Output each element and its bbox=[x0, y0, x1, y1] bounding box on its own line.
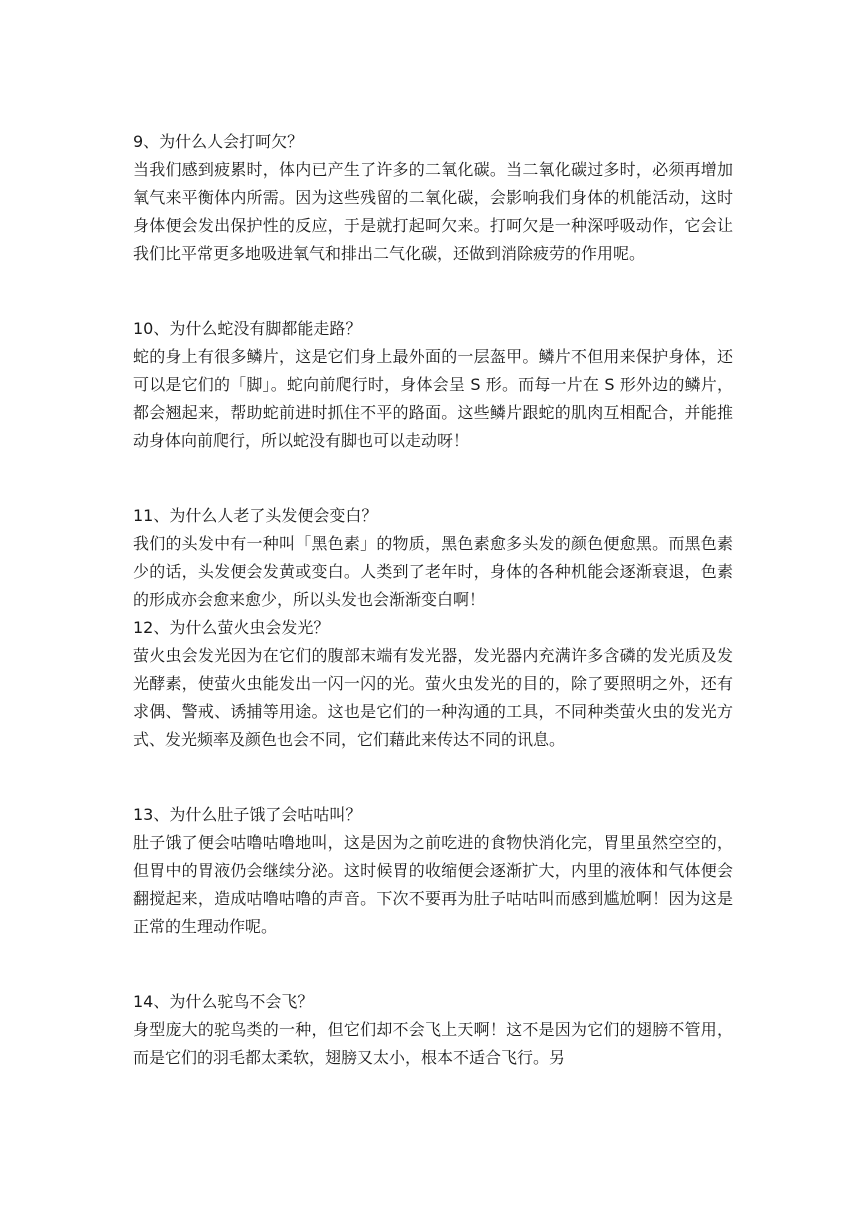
question-title: 10、为什么蛇没有脚都能走路？ bbox=[133, 319, 362, 338]
question-title: 13、为什么肚子饿了会咕咕叫？ bbox=[133, 805, 362, 824]
question-title: 11、为什么人老了头发便会变白？ bbox=[133, 506, 378, 525]
section-spacer bbox=[133, 941, 733, 988]
qa-section-11 bbox=[133, 502, 733, 614]
answer-text: 蛇的身上有很多鳞片，这是它们身上最外面的一层盔甲。鳞片不但用来保护身体，还可以是它们的「脚」。蛇向前爬行时，身体会呈 S 形。而每一片在 S 形外边的鳞片，都会翘起来，帮助蛇前进时抓住不平的路面。这些鳞片跟蛇的肌肉互相配合，并能推动身体向前爬行，所以蛇没有脚也可以走动呀！ bbox=[133, 347, 733, 450]
answer-text: 萤火虫会发光因为在它们的腹部末端有发光器，发光器内充满许多含磷的发光质及发光酵素，使萤火虫能发出一闪一闪的光。萤火虫发光的目的，除了要照明之外，还有求偶、警戒、诱捕等用途。这也是它们的一种沟通的工具，不同种类萤火虫的发光方式、发光频率及颜色也会不同，它们藉此来传达不同的讯息。 bbox=[133, 646, 733, 749]
answer-text: 当我们感到疲累时，体内已产生了许多的二氧化碳。当二氧化碳过多时，必须再增加氧气来平衡体内所需。因为这些残留的二氧化碳，会影响我们身体的机能活动，这时身体便会发出保护性的反应，于是就打起呵欠来。打呵欠是一种深呼吸动作，它会让我们比平常更多地吸进氧气和排出二气化碳，还做到消除疲劳的作用呢。 bbox=[133, 160, 733, 263]
section-spacer bbox=[133, 455, 733, 502]
qa-section-13 bbox=[133, 801, 733, 941]
answer-text: 身型庞大的驼鸟类的一种，但它们却不会飞上天啊！这不是因为它们的翅膀不管用，而是它们的羽毛都太柔软，翅膀又太小，根本不适合飞行。另 bbox=[133, 1020, 733, 1067]
qa-section-14 bbox=[133, 988, 733, 1072]
document-body bbox=[133, 128, 733, 1072]
qa-section-12 bbox=[133, 614, 733, 754]
section-spacer bbox=[133, 754, 733, 801]
qa-section-10 bbox=[133, 315, 733, 455]
answer-text: 肚子饿了便会咕噜咕噜地叫，这是因为之前吃进的食物快消化完，胃里虽然空空的，但胃中的胃液仍会继续分泌。这时候胃的收缩便会逐渐扩大，内里的液体和气体便会翻搅起来，造成咕噜咕噜的声音。下次不要再为肚子咕咕叫而感到尴尬啊！因为这是正常的生理动作呢。 bbox=[133, 833, 733, 936]
question-title: 14、为什么驼鸟不会飞？ bbox=[133, 992, 314, 1011]
answer-text: 我们的头发中有一种叫「黑色素」的物质，黑色素愈多头发的颜色便愈黑。而黑色素少的话，头发便会发黄或变白。人类到了老年时，身体的各种机能会逐渐衰退，色素的形成亦会愈来愈少，所以头发也会渐渐变白啊！ bbox=[133, 534, 733, 609]
question-title: 9、为什么人会打呵欠？ bbox=[133, 132, 304, 151]
qa-section-9 bbox=[133, 128, 733, 268]
question-title: 12、为什么萤火虫会发光？ bbox=[133, 618, 330, 637]
section-spacer bbox=[133, 268, 733, 315]
